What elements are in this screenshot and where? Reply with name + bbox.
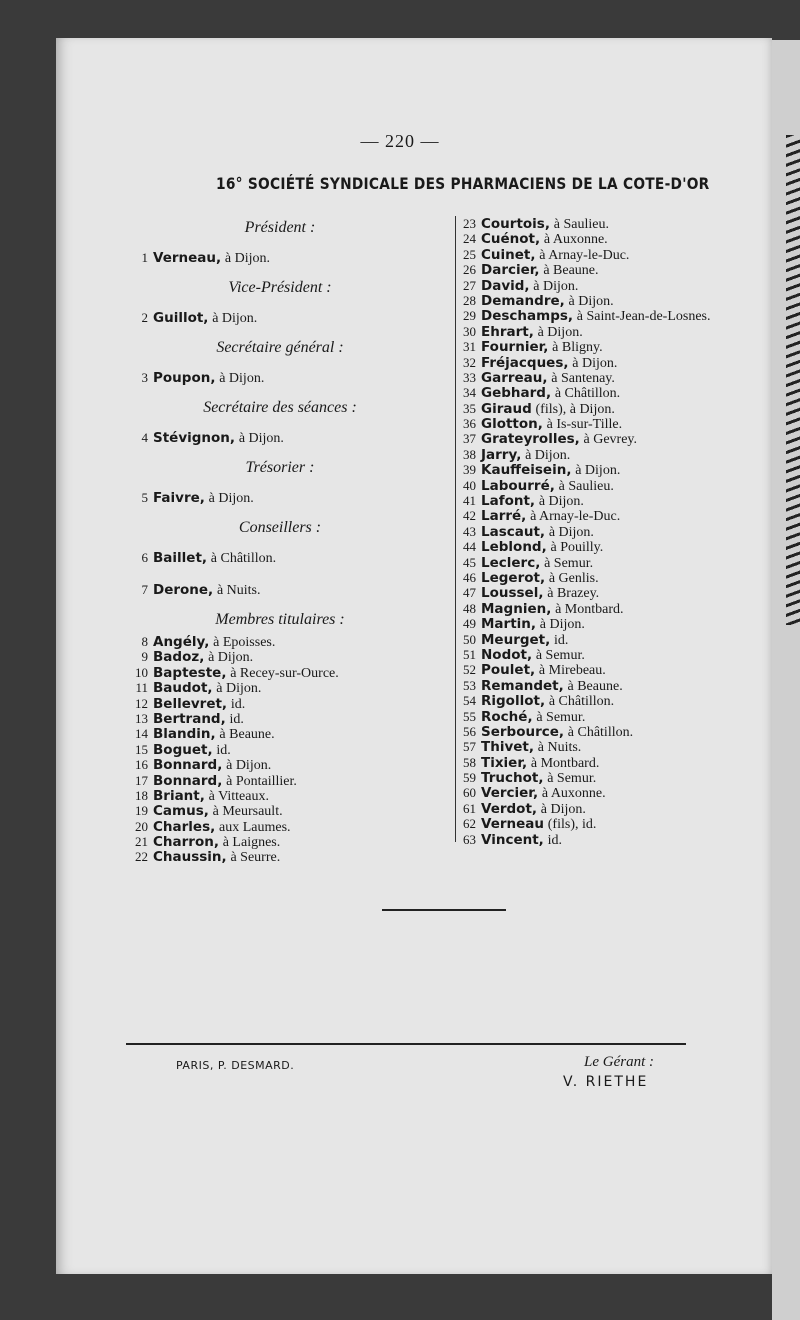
member-name: Briant,: [153, 787, 205, 804]
member-place: à Dijon.: [540, 801, 586, 817]
member-name: Glotton,: [481, 416, 543, 433]
member-entry: [458, 355, 778, 370]
member-name: Darcier,: [481, 262, 540, 279]
member-place: à Dijon.: [572, 355, 618, 371]
member-name: Serbource,: [481, 723, 565, 740]
member-name: Giraud: [481, 400, 532, 417]
member-entry: [130, 665, 450, 680]
member-place: à Dijon.: [539, 617, 585, 633]
member-entry: [458, 739, 778, 754]
member-entry: [458, 585, 778, 600]
member-entry: [458, 755, 778, 770]
member-number: 39: [463, 462, 476, 478]
member-name: David,: [481, 277, 530, 294]
role-heading: Trésorier :: [245, 459, 315, 476]
gerant-label: Le Gérant :: [584, 1054, 654, 1070]
member-name: Bapteste,: [153, 664, 227, 681]
member-place: à Dijon.: [537, 324, 583, 340]
member-place: à Châtillon.: [554, 386, 621, 402]
member-entry: [130, 742, 450, 757]
member-number: 44: [463, 539, 476, 555]
member-number: 47: [463, 585, 476, 601]
footer-rule: [126, 1043, 686, 1045]
member-name: Demandre,: [481, 292, 565, 309]
member-name: Martin,: [481, 616, 537, 633]
member-place: à Châtillon.: [567, 724, 634, 740]
member-entry: [458, 693, 778, 708]
member-number: 62: [463, 816, 476, 832]
member-entry: [458, 570, 778, 585]
member-entry: [130, 680, 450, 695]
member-place: à Nuits.: [537, 740, 582, 756]
member-place: à Seurre.: [230, 850, 281, 866]
member-entry: [130, 696, 450, 711]
member-name: Poupon,: [153, 370, 216, 386]
member-name: Remandet,: [481, 677, 564, 694]
member-entry: [458, 308, 778, 323]
member-place: à Mirebeau.: [538, 663, 606, 679]
member-name: Angély,: [153, 634, 210, 650]
member-entry: [130, 773, 450, 788]
member-entry: [130, 362, 450, 394]
member-entry: [458, 508, 778, 523]
member-name: Vercier,: [481, 785, 539, 802]
member-name: Cuénot,: [481, 231, 541, 248]
member-number: 30: [463, 323, 476, 339]
member-entry: [458, 632, 778, 647]
member-place: à Saulieu.: [558, 478, 614, 494]
member-place: à Semur.: [535, 647, 585, 663]
member-number: 25: [463, 246, 476, 262]
member-place: à Dijon.: [224, 251, 270, 266]
member-name: Truchot,: [481, 770, 544, 787]
member-entry: [130, 482, 450, 514]
member-number: 11: [135, 680, 148, 696]
member-number: 6: [141, 550, 148, 565]
member-entry: [458, 724, 778, 739]
member-name: Magnien,: [481, 600, 552, 617]
member-name: Lascaut,: [481, 523, 546, 540]
member-name: Nodot,: [481, 646, 533, 663]
member-entry: [458, 293, 778, 308]
section-heading: 16° SOCIÉTÉ SYNDICALE DES PHARMACIENS DE LA COTE-D'OR: [216, 174, 710, 193]
role-heading: Secrétaire général :: [216, 339, 344, 356]
member-place: à Arnay-le-Duc.: [539, 247, 630, 263]
page-number: — 220 —: [360, 131, 440, 151]
member-place: à Vitteaux.: [208, 788, 269, 804]
member-place: à Dijon.: [533, 278, 579, 294]
member-number: 38: [463, 446, 476, 462]
member-entry: [130, 803, 450, 818]
left-column: [130, 214, 450, 865]
member-name: Blandin,: [153, 726, 216, 743]
member-number: 10: [135, 664, 148, 680]
member-number: 13: [135, 710, 148, 726]
member-place: id.: [216, 742, 231, 758]
gerant-name: V. RIETHE: [563, 1074, 649, 1090]
member-name: Leclerc,: [481, 554, 541, 571]
member-place: à Gevrey.: [583, 432, 638, 448]
member-place: à Brazey.: [547, 586, 600, 602]
member-number: 48: [463, 600, 476, 616]
member-name: Grateyrolles,: [481, 431, 580, 448]
member-number: 14: [135, 726, 148, 742]
member-entry: [458, 616, 778, 631]
member-number: 19: [135, 803, 148, 819]
member-place: à Pontaillier.: [226, 773, 297, 789]
member-place: à Saint-Jean-de-Losnes.: [576, 309, 711, 325]
member-number: 61: [463, 800, 476, 816]
member-number: 53: [463, 677, 476, 693]
member-entry: [458, 524, 778, 539]
member-number: 55: [463, 708, 476, 724]
member-name: Badoz,: [153, 649, 205, 666]
member-place: à Dijon.: [208, 650, 254, 666]
member-name: Leblond,: [481, 539, 547, 556]
member-place: (fils), id.: [547, 817, 597, 833]
member-entry: [458, 678, 778, 693]
member-name: Courtois,: [481, 216, 550, 232]
member-name: Camus,: [153, 803, 209, 820]
member-number: 2: [141, 310, 148, 325]
member-number: 34: [463, 385, 476, 401]
member-entry: [130, 819, 450, 834]
member-entry: [458, 832, 778, 847]
member-name: Verdot,: [481, 800, 538, 817]
role-heading: Président :: [244, 219, 316, 236]
member-name: Verneau,: [153, 250, 222, 266]
member-place: id.: [229, 711, 244, 727]
member-name: Fournier,: [481, 339, 549, 356]
member-entry: [458, 416, 778, 431]
member-number: 54: [463, 693, 476, 709]
member-name: Bonnard,: [153, 757, 223, 774]
member-place: à Auxonne.: [543, 232, 608, 248]
member-entry: [130, 711, 450, 726]
member-entry: [458, 401, 778, 416]
member-number: 27: [463, 277, 476, 293]
member-place: à Semur.: [547, 771, 597, 787]
member-name: Cuinet,: [481, 246, 536, 263]
member-name: Ehrart,: [481, 323, 534, 340]
member-name: Meurget,: [481, 631, 551, 648]
member-number: 8: [141, 634, 148, 649]
member-place: à Dijon.: [525, 447, 571, 463]
member-entry: [458, 370, 778, 385]
member-number: 7: [141, 582, 148, 597]
member-place: à Semur.: [544, 555, 594, 571]
member-number: 28: [463, 292, 476, 308]
member-entry: [458, 662, 778, 677]
member-place: à Beaune.: [543, 263, 599, 279]
member-number: 57: [463, 739, 476, 755]
member-name: Baudot,: [153, 680, 213, 697]
member-name: Loussel,: [481, 585, 544, 602]
member-name: Garreau,: [481, 369, 548, 386]
member-name: Larré,: [481, 508, 527, 525]
member-name: Bellevret,: [153, 695, 228, 712]
member-name: Gebhard,: [481, 385, 552, 402]
member-name: Poulet,: [481, 662, 536, 679]
member-place: id.: [547, 832, 562, 848]
member-entry: [458, 601, 778, 616]
member-place: à Dijon.: [208, 491, 254, 506]
member-place: à Dijon.: [219, 371, 265, 386]
member-number: 15: [135, 741, 148, 757]
member-place: à Dijon.: [226, 758, 272, 774]
member-place: (fils), à Dijon.: [535, 401, 615, 417]
end-rule: [382, 909, 506, 911]
member-entry: [130, 634, 450, 649]
member-number: 33: [463, 369, 476, 385]
member-name: Rigollot,: [481, 693, 546, 710]
member-place: à Châtillon.: [548, 694, 615, 710]
member-entry: [458, 339, 778, 354]
member-number: 22: [135, 849, 148, 865]
member-name: Guillot,: [153, 310, 209, 326]
member-place: à Nuits.: [216, 583, 261, 598]
member-place: aux Laumes.: [218, 819, 291, 835]
member-name: Charron,: [153, 834, 219, 851]
member-number: 41: [463, 493, 476, 509]
member-name: Boguet,: [153, 741, 213, 758]
member-number: 40: [463, 477, 476, 493]
member-name: Vincent,: [481, 831, 544, 848]
member-number: 42: [463, 508, 476, 524]
member-number: 5: [141, 490, 148, 505]
member-entry: [458, 801, 778, 816]
member-name: Chaussin,: [153, 849, 227, 866]
member-entry: [458, 231, 778, 246]
printer-credit: PARIS, P. DESMARD.: [176, 1059, 295, 1072]
right-column: [458, 216, 778, 847]
member-place: à Saulieu.: [553, 217, 609, 232]
member-name: Lafont,: [481, 493, 536, 510]
member-place: à Châtillon.: [210, 551, 277, 566]
member-place: à Bligny.: [552, 340, 603, 356]
member-number: 56: [463, 723, 476, 739]
member-number: 37: [463, 431, 476, 447]
member-name: Labourré,: [481, 477, 555, 494]
member-name: Deschamps,: [481, 308, 574, 325]
member-number: 16: [135, 757, 148, 773]
member-place: à Recey-sur-Ource.: [230, 665, 339, 681]
member-number: 36: [463, 416, 476, 432]
member-entry: [130, 726, 450, 741]
member-place: id.: [230, 696, 246, 712]
member-name: Bonnard,: [153, 772, 223, 789]
member-name: Jarry,: [481, 446, 522, 463]
member-number: 60: [463, 785, 476, 801]
member-name: Bertrand,: [153, 710, 226, 727]
member-number: 1: [141, 250, 148, 265]
role-heading: Secrétaire des séances :: [203, 399, 357, 416]
member-number: 51: [463, 646, 476, 662]
member-entry: [130, 649, 450, 664]
member-name: Tixier,: [481, 754, 528, 771]
member-place: à Dijon.: [575, 463, 621, 479]
member-entry: [130, 302, 450, 334]
member-place: à Pouilly.: [550, 540, 604, 556]
member-number: 31: [463, 339, 476, 355]
member-entry: [130, 574, 450, 606]
member-number: 59: [463, 770, 476, 786]
member-number: 17: [135, 772, 148, 788]
member-place: id.: [554, 632, 569, 648]
member-entry: [458, 385, 778, 400]
member-number: 50: [463, 631, 476, 647]
member-entry: [458, 555, 778, 570]
member-name: Charles,: [153, 818, 216, 835]
member-place: à Dijon.: [568, 293, 614, 309]
member-place: à Dijon.: [538, 494, 584, 510]
member-place: à Arnay-le-Duc.: [530, 509, 621, 525]
role-heading: Conseillers :: [238, 519, 322, 536]
member-entry: [458, 478, 778, 493]
member-entry: [458, 447, 778, 462]
member-name: Legerot,: [481, 569, 546, 586]
member-entry: [458, 785, 778, 800]
role-heading: Vice-Président :: [228, 279, 332, 296]
member-number: 9: [141, 649, 148, 665]
member-number: 32: [463, 354, 476, 370]
member-number: 43: [463, 523, 476, 539]
member-place: à Dijon.: [212, 311, 258, 326]
member-place: à Santenay.: [551, 370, 615, 386]
member-name: Faivre,: [153, 490, 205, 506]
member-number: 12: [135, 695, 148, 711]
member-number: 49: [463, 616, 476, 632]
member-name: Verneau: [481, 816, 545, 833]
member-number: 52: [463, 662, 476, 678]
member-place: à Genlis.: [548, 570, 599, 586]
member-place: à Is-sur-Tille.: [546, 417, 623, 433]
member-place: à Beaune.: [219, 727, 275, 743]
member-place: à Dijon.: [548, 524, 594, 540]
member-number: 63: [463, 831, 476, 847]
member-number: 45: [463, 554, 476, 570]
member-place: à Semur.: [536, 709, 586, 725]
member-number: 23: [463, 216, 476, 231]
member-entry: [130, 757, 450, 772]
member-number: 24: [463, 231, 476, 247]
member-entry: [458, 539, 778, 554]
member-place: à Montbard.: [530, 755, 600, 771]
column-divider: [455, 216, 456, 842]
member-entry: [458, 709, 778, 724]
member-name: Derone,: [153, 582, 214, 598]
member-name: Stévignon,: [153, 430, 236, 446]
member-number: 58: [463, 754, 476, 770]
member-entry: [458, 493, 778, 508]
member-entry: [130, 849, 450, 864]
member-place: à Dijon.: [216, 681, 262, 697]
member-entry: [458, 262, 778, 277]
member-number: 35: [463, 400, 476, 416]
member-entry: [458, 816, 778, 831]
member-place: à Meursault.: [212, 804, 283, 820]
member-number: 3: [141, 370, 148, 385]
member-place: à Epoisses.: [213, 635, 276, 650]
member-entry: [458, 770, 778, 785]
member-entry: [130, 834, 450, 849]
member-number: 26: [463, 262, 476, 278]
member-entry: [458, 647, 778, 662]
member-entry: [130, 788, 450, 803]
next-page-edge-print: [786, 135, 800, 625]
member-name: Thivet,: [481, 739, 534, 756]
member-place: à Dijon.: [238, 431, 284, 446]
member-entry: [458, 431, 778, 446]
member-number: 18: [135, 787, 148, 803]
member-name: Fréjacques,: [481, 354, 569, 371]
member-number: 4: [141, 430, 148, 445]
member-entry: [458, 324, 778, 339]
role-heading: Membres titulaires :: [215, 611, 345, 628]
member-number: 29: [463, 308, 476, 324]
member-place: à Beaune.: [567, 678, 623, 694]
member-entry: [458, 247, 778, 262]
member-entry: [130, 542, 450, 574]
member-number: 46: [463, 569, 476, 585]
member-number: 20: [135, 818, 148, 834]
member-place: à Montbard.: [555, 601, 624, 617]
member-name: Kauffeisein,: [481, 462, 572, 479]
member-entry: [458, 216, 778, 231]
member-number: 21: [135, 834, 148, 850]
member-entry: [458, 462, 778, 477]
member-place: à Laignes.: [222, 835, 281, 851]
member-place: à Auxonne.: [541, 786, 606, 802]
member-entry: [458, 278, 778, 293]
member-name: Roché,: [481, 708, 533, 725]
member-entry: [130, 242, 450, 274]
member-entry: [130, 422, 450, 454]
member-name: Baillet,: [153, 550, 208, 566]
